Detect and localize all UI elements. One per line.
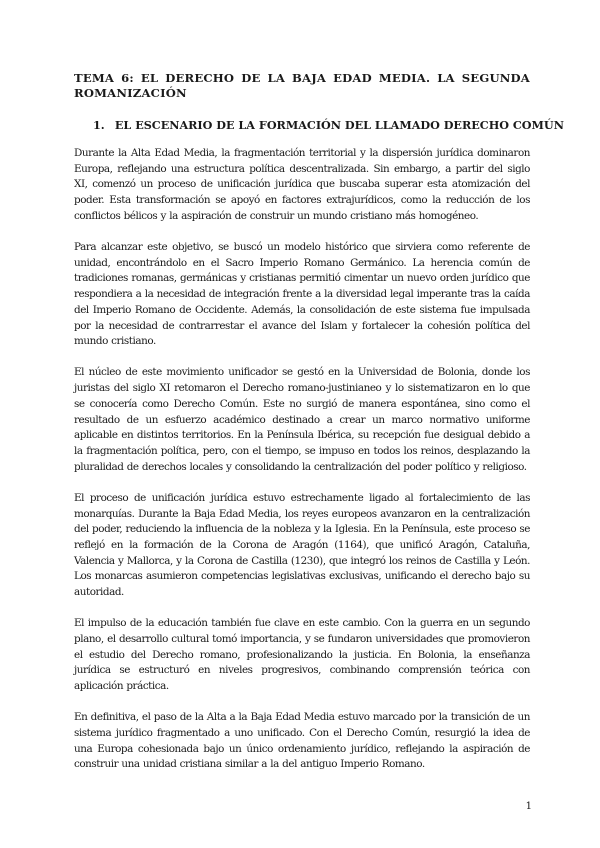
paragraph: El núcleo de este movimiento unificador se gestó en la Universidad de Bolonia, donde los juristas del siglo XI retomaron el Derecho romano-justinianeo y lo sistematizaron en lo que se conocería como Derecho Común. Este no surgió de manera espontánea, sino como el resultado de un esfuerzo académico destinado a crear un marco normativo uniforme aplicable en distintos territorios. En la Península Ibérica, su recepción fue desigual debido a la fragmentación política, pero, con el tiempo, se impuso en todos los reinos, desplazando la pluralidad de derechos locales y consolidando la centralización del poder político y religioso. [74,366,530,473]
section-heading-text: EL ESCENARIO DE LA FORMACIÓN DEL LLAMADO DERECHO COMÚN [114,118,564,132]
section-number: 1. [93,118,105,132]
paragraph: Durante la Alta Edad Media, la fragmentación territorial y la dispersión jurídica dominaron Europa, reflejando una estructura política descentralizada. Sin embargo, a partir del siglo XI, comenzó un proceso de unificación jurídica que buscaba superar esta atomización del poder. Esta transformación se apoyó en factores extrajurídicos, como la reducción de los conflictos bélicos y la aspiración de construir un mundo cristiano más homogéneo. [74,147,530,222]
paragraph: En definitiva, el paso de la Alta a la Baja Edad Media estuvo marcado por la transición de un sistema jurídico fragmentado a uno unificado. Con el Derecho Común, resurgió la idea de una Europa cohesionada bajo un único ordenamiento jurídico, reflejando la aspiración de construir una unidad cristiana similar a la del antiguo Imperio Romano. [74,711,530,771]
section-heading [93,118,564,133]
document-body [74,146,530,789]
page-number: 1 [525,801,532,812]
paragraph: El impulso de la educación también fue clave en este cambio. Con la guerra en un segundo plano, el desarrollo cultural tomó importancia, y se fundaron universidades que promovieron el estudio del Derecho romano, profesionalizando la justicia. En Bolonia, la enseñanza jurídica se estructuró en niveles progresivos, combinando comprensión teórica con aplicación práctica. [74,617,530,693]
paragraph: Para alcanzar este objetivo, se buscó un modelo histórico que sirviera como referente de unidad, encontrándolo en el Sacro Imperio Romano Germánico. La herencia común de tradiciones romanas, germánicas y cristianas permitió cimentar un nuevo orden jurídico que respondiera a la necesidad de integración frente a la diversidad legal imperante tras la caída del Imperio Romano de Occidente. Además, la consolidación de este sistema fue impulsada por la necesidad de contrarrestar el avance del Islam y fortalecer la cohesión política del mundo cristiano. [74,241,530,348]
document-title: TEMA 6: EL DERECHO DE LA BAJA EDAD MEDIA. LA SEGUNDA ROMANIZACIÓN [74,71,530,100]
paragraph: El proceso de unificación jurídica estuvo estrechamente ligado al fortalecimiento de las monarquías. Durante la Baja Edad Media, los reyes europeos avanzaron en la centralización del poder, reduciendo la influencia de la nobleza y la Iglesia. En la Península, este proceso se reflejó en la formación de la Corona de Aragón (1164), que unificó Aragón, Cataluña, Valencia y Mallorca, y la Corona de Castilla (1230), que integró los reinos de Castilla y León. Los monarcas asumieron competencias legislativas exclusivas, unificando el derecho bajo su autoridad. [74,491,530,599]
